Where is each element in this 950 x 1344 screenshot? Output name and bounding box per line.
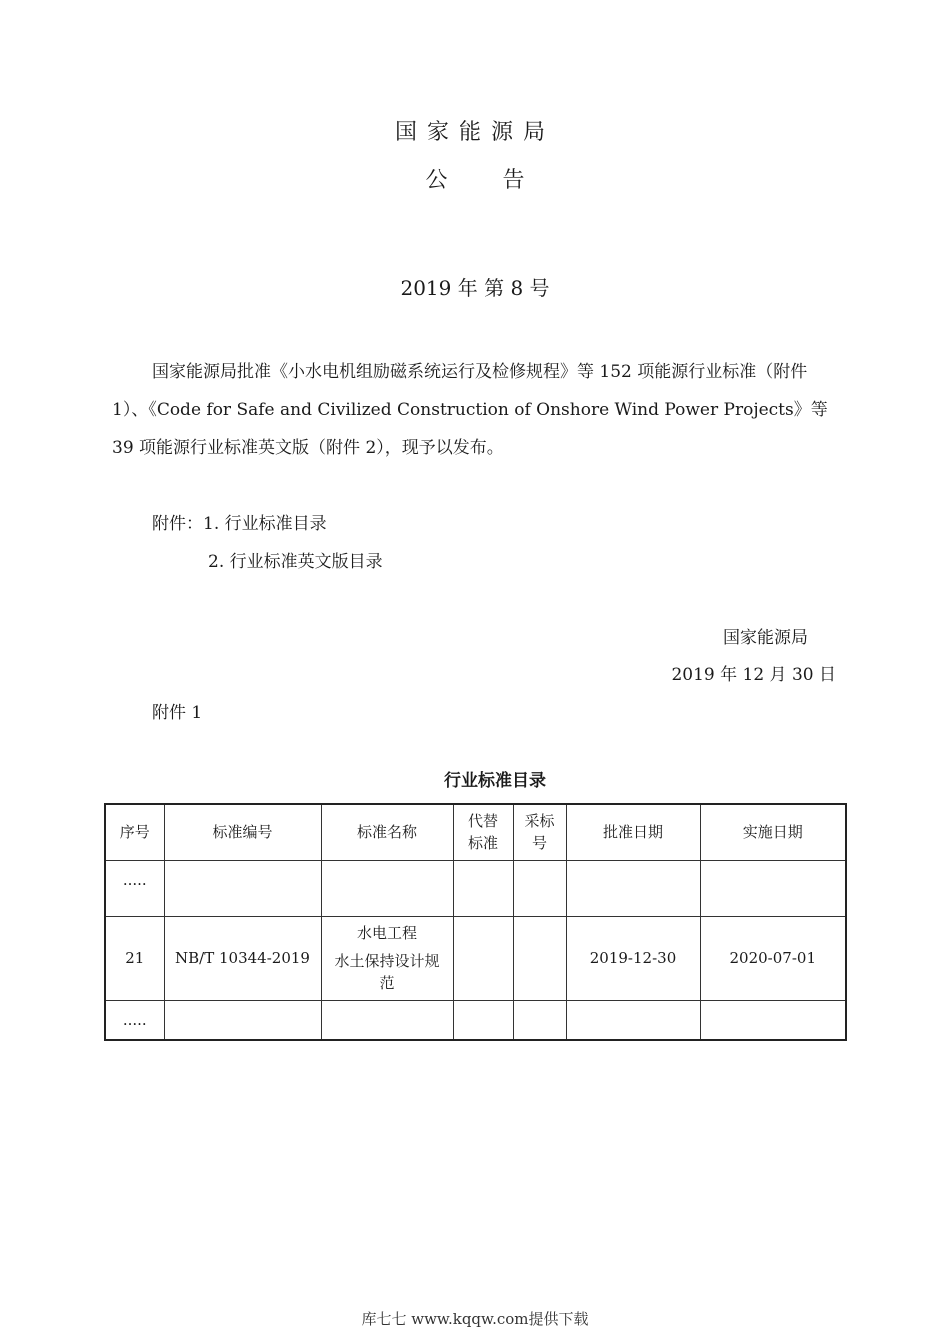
cell-name [321, 860, 453, 916]
attachment-line-1 [152, 509, 327, 534]
cell-no: ..... [105, 860, 164, 916]
cell-replaces [453, 860, 513, 916]
cell-name [321, 1000, 453, 1040]
issue-number: 2019 年 第 8 号 [400, 276, 550, 300]
cell-adopted [513, 860, 566, 916]
announcement-text: 国家能源局批准《小水电机组励磁系统运行及检修规程》等 152 项能源行业标准（附件 1）、《Code for Safe and Civilized Construction of Onshore Wind Power Projects》等 39 项能源行业标准英文版（附件 2），现予以发布。 [112, 362, 828, 458]
cell-code: NB/T 10344-2019 [164, 916, 321, 1000]
attachment-line-2 [208, 547, 383, 572]
table-title: 行业标准目录 [444, 771, 546, 791]
table-row [105, 1000, 846, 1040]
announcement-paragraph [112, 353, 838, 467]
cell-approved [566, 1000, 700, 1040]
table-header-row [105, 804, 846, 860]
header-no: 序号 [105, 804, 164, 860]
cell-effective: 2020-07-01 [700, 916, 846, 1000]
cell-effective [700, 860, 846, 916]
cell-replaces [453, 1000, 513, 1040]
cell-no: 21 [105, 916, 164, 1000]
cell-name [321, 916, 453, 1000]
signature-date: 2019 年 12 月 30 日 [671, 665, 836, 685]
header-code: 标准编号 [164, 804, 321, 860]
cell-adopted [513, 1000, 566, 1040]
cell-approved: 2019-12-30 [566, 916, 700, 1000]
header-adopted-text: 采标号 [524, 812, 555, 853]
cell-effective [700, 1000, 846, 1040]
cell-approved [566, 860, 700, 916]
cell-code [164, 1000, 321, 1040]
header-approved: 批准日期 [566, 804, 700, 860]
header-name: 标准名称 [321, 804, 453, 860]
agency-title: 国家能源局 [394, 120, 555, 145]
signature-org: 国家能源局 [723, 628, 808, 648]
cell-code [164, 860, 321, 916]
table-row [105, 916, 846, 1000]
table-row [105, 860, 846, 916]
header-effective: 实施日期 [700, 804, 846, 860]
cell-name-line1: 水电工程 [356, 924, 417, 942]
cell-replaces [453, 916, 513, 1000]
appendix-label: 附件 1 [152, 703, 203, 723]
attachment-item: 1. 行业标准目录 [203, 514, 327, 534]
doc-type-title: 公 告 [425, 168, 549, 193]
cell-name-line2: 水土保持设计规范 [334, 952, 440, 992]
header-replaces-text: 代替标准 [467, 812, 498, 853]
attachment-label: 附件： [152, 514, 203, 534]
attachment-item: 2. 行业标准英文版目录 [208, 552, 383, 572]
cell-no: ..... [105, 1000, 164, 1040]
standards-table [104, 803, 847, 1041]
footer-watermark: 库七七 www.kqqw.com提供下载 [361, 1310, 589, 1328]
cell-adopted [513, 916, 566, 1000]
header-adopted [513, 804, 566, 860]
header-replaces [453, 804, 513, 860]
